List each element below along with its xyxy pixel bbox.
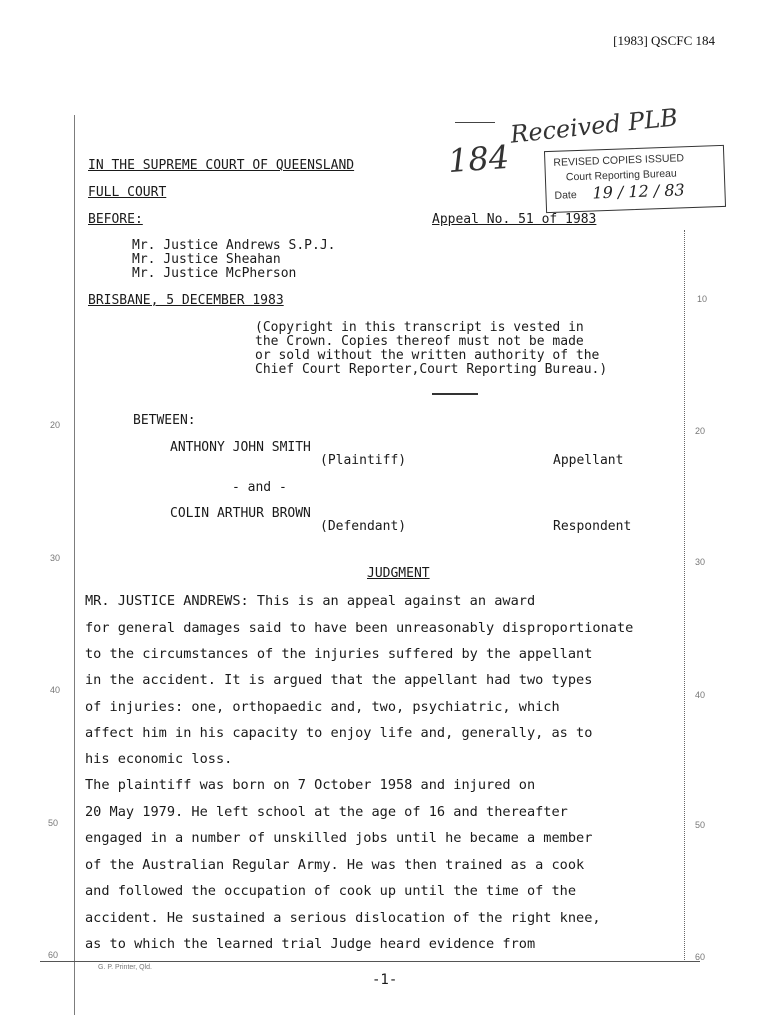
appeal-number: Appeal No. 51 of 1983 [432,212,597,227]
margin-number-right: 20 [695,426,706,436]
report-citation: [1983] QSCFC 184 [613,33,715,48]
handwritten-signature: Received PLB [508,103,680,149]
margin-number-right: 10 [697,294,708,304]
copyright-line: the Crown. Copies thereof must not be made [255,334,584,349]
body-line: of the Australian Regular Army. He was then trained as a cook [85,857,585,873]
body-line: engaged in a number of unskilled jobs until he became a member [85,830,593,846]
separator-dash [432,393,478,395]
footer-rule [40,961,700,962]
body-line: of injuries: one, orthopaedic and, two, psychiatric, which [85,699,560,715]
body-line: affect him in his capacity to enjoy life and, generally, as to [85,725,593,741]
margin-number-right: 60 [695,952,706,962]
body-line: in the accident. It is argued that the appellant had two types [85,672,593,688]
judge-1: Mr. Justice Andrews S.P.J. [132,238,336,253]
between-label: BETWEEN: [133,413,196,428]
before-label: BEFORE: [88,212,143,227]
margin-number-left: 20 [50,420,61,430]
body-line: The plaintiff was born on 7 October 1958 and injured on [85,777,536,793]
judge-3: Mr. Justice McPherson [132,266,297,281]
page-number: -1- [372,972,398,988]
margin-number-right: 40 [695,690,706,700]
plaintiff-status: Appellant [553,453,624,468]
margin-number-left: 40 [50,685,61,695]
stamp-line1: REVISED COPIES ISSUED [553,152,685,169]
stamp-line2: Court Reporting Bureau [565,167,677,184]
margin-number-left: 30 [50,553,61,563]
defendant-status: Respondent [553,519,632,534]
judgment-title: JUDGMENT [367,566,430,581]
copyright-line: or sold without the written authority of the [255,348,600,363]
decorative-dash [455,122,495,123]
body-line: his economic loss. [85,751,233,767]
copyright-line: (Copyright in this transcript is vested in [255,320,584,335]
margin-number-right: 50 [695,820,706,830]
plaintiff-role: (Plaintiff) [320,453,407,468]
body-line: and followed the occupation of cook up until the time of the [85,883,577,899]
plaintiff-name: ANTHONY JOHN SMITH [170,440,311,455]
printer-imprint: G. P. Printer, Qld. [98,964,152,971]
and-separator: - and - [232,480,287,495]
body-line: accident. He sustained a serious dislocation of the right knee, [85,910,601,926]
body-line: MR. JUSTICE ANDREWS: This is an appeal against an award [85,593,536,609]
judge-2: Mr. Justice Sheahan [132,252,281,267]
margin-number-left: 60 [48,950,59,960]
margin-number-left: 50 [48,818,59,828]
stamp-date-value: 19 / 12 / 83 [592,180,685,203]
court-division: FULL COURT [88,185,167,200]
defendant-name: COLIN ARTHUR BROWN [170,506,311,521]
revised-copies-stamp [544,145,726,213]
body-line: 20 May 1979. He left school at the age of 16 and thereafter [85,804,568,820]
margin-number-right: 30 [695,557,706,567]
copyright-line: Chief Court Reporter,Court Reporting Bureau.) [255,362,608,377]
place-and-date: BRISBANE, 5 DECEMBER 1983 [88,293,284,308]
body-line: to the circumstances of the injuries suffered by the appellant [85,646,593,662]
right-margin-rule [684,230,686,960]
body-line: for general damages said to have been unreasonably disproportionate [85,620,634,636]
stamp-date-label: Date [554,189,577,202]
body-line: as to which the learned trial Judge heard evidence from [85,936,536,952]
left-margin-rule [74,115,75,1015]
defendant-role: (Defendant) [320,519,407,534]
court-name: IN THE SUPREME COURT OF QUEENSLAND [88,158,355,173]
handwritten-number: 184 [446,137,511,181]
